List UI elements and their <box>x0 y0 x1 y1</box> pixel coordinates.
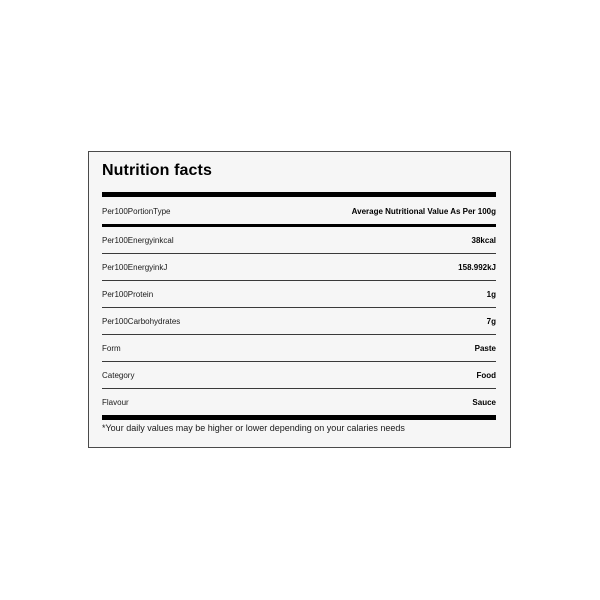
row-label: Per100Energyinkcal <box>102 235 174 245</box>
nutrition-facts-title: Nutrition facts <box>102 162 212 179</box>
row-value: Average Nutritional Value As Per 100g <box>351 206 496 216</box>
row-flavour <box>102 389 496 415</box>
top-thick-divider <box>102 192 496 197</box>
row-category <box>102 362 496 388</box>
bottom-thick-divider <box>102 415 496 420</box>
row-label: Per100Protein <box>102 289 154 299</box>
row-label: Form <box>102 343 121 353</box>
row-value: Food <box>476 370 496 380</box>
row-label: Per100EnergyinkJ <box>102 262 168 272</box>
row-energy-kj <box>102 254 496 280</box>
daily-values-footnote: *Your daily values may be higher or lower depending on your calaries needs <box>102 423 405 433</box>
row-value: Paste <box>474 343 496 353</box>
row-value: 158.992kJ <box>458 262 496 272</box>
row-form <box>102 335 496 361</box>
row-energy-kcal <box>102 227 496 253</box>
row-value: 38kcal <box>471 235 496 245</box>
row-carbohydrates <box>102 308 496 334</box>
nutrition-facts-panel <box>88 151 511 448</box>
row-label: Per100Carbohydrates <box>102 316 181 326</box>
row-label: Flavour <box>102 397 129 407</box>
row-value: 7g <box>486 316 496 326</box>
row-label: Per100PortionType <box>102 206 171 216</box>
row-label: Category <box>102 370 135 380</box>
row-value: Sauce <box>472 397 496 407</box>
row-portion-type <box>102 198 496 224</box>
row-protein <box>102 281 496 307</box>
row-value: 1g <box>486 289 496 299</box>
nutrition-facts-content <box>102 152 496 447</box>
